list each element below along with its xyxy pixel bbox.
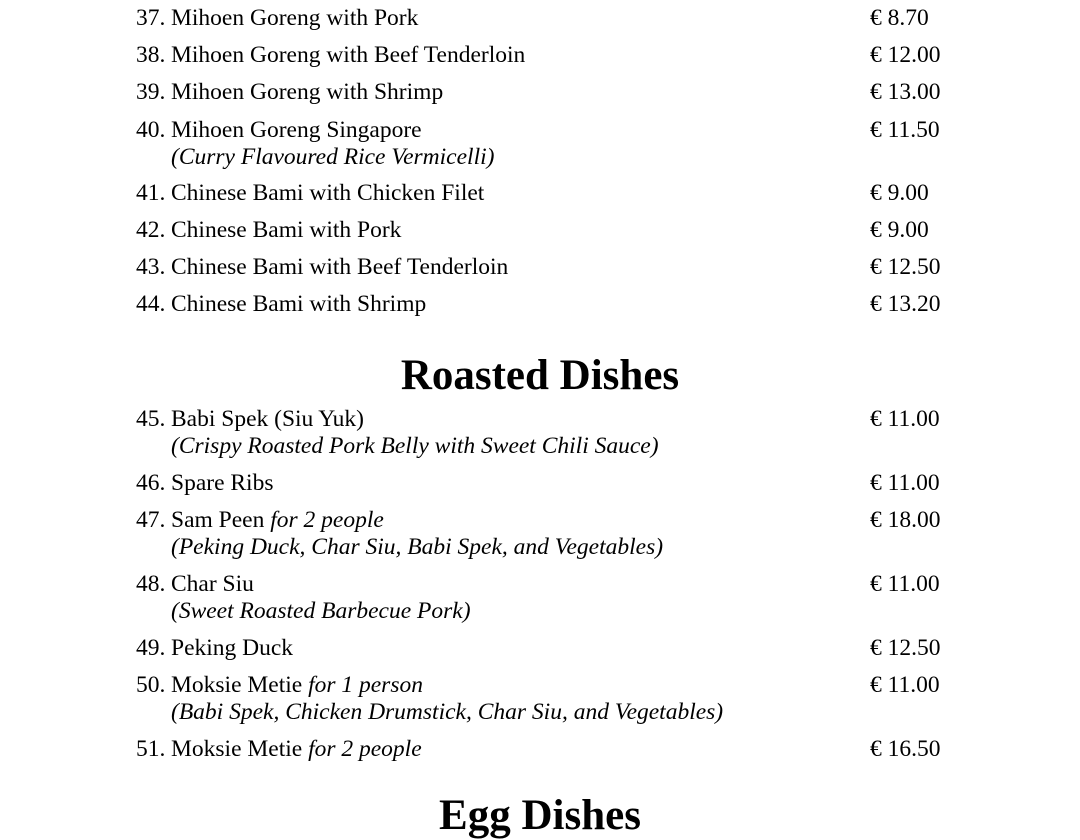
item-number: 51.: [136, 736, 166, 762]
item-number: 44.: [136, 291, 166, 317]
item-price: € 18.00: [870, 507, 941, 533]
item-name: [171, 42, 525, 69]
item-name-text: Char Siu: [171, 571, 254, 597]
section-heading-roasted: Roasted Dishes: [400, 352, 680, 399]
item-name-text: Chinese Bami with Chicken Filet: [171, 180, 485, 206]
item-qualifier: for 1 person: [308, 672, 423, 698]
item-name-text: Sam Peen: [171, 507, 265, 533]
item-price: € 12.50: [870, 635, 941, 661]
item-number: 45.: [136, 406, 166, 432]
item-price: € 8.70: [870, 5, 929, 31]
item-number: 48.: [136, 571, 166, 597]
item-price: € 11.00: [870, 406, 940, 432]
item-price: € 11.00: [870, 672, 940, 698]
item-price: € 11.00: [870, 571, 940, 597]
item-name: [171, 254, 508, 281]
item-number: 42.: [136, 217, 166, 243]
item-name: [171, 117, 422, 144]
item-name-text: Chinese Bami with Beef Tenderloin: [171, 254, 509, 280]
item-qualifier: for 2 people: [308, 736, 422, 762]
item-name: [171, 571, 254, 598]
item-name-text: Chinese Bami with Shrimp: [171, 291, 427, 317]
item-price: € 11.50: [870, 117, 940, 143]
item-price: € 9.00: [870, 180, 929, 206]
item-qualifier: for 2 people: [270, 507, 384, 533]
item-name-text: Babi Spek (Siu Yuk): [171, 406, 365, 432]
item-number: 49.: [136, 635, 166, 661]
item-description: (Crispy Roasted Pork Belly with Sweet Chili Sauce): [171, 433, 659, 459]
item-name: [171, 672, 423, 699]
item-price: € 12.50: [870, 254, 941, 280]
item-number: 40.: [136, 117, 166, 143]
item-name-text: Mihoen Goreng with Beef Tenderloin: [171, 42, 526, 68]
item-name-text: Mihoen Goreng with Pork: [171, 5, 419, 31]
item-name: [171, 79, 443, 106]
item-name-text: Spare Ribs: [171, 470, 274, 496]
item-name: [171, 470, 273, 497]
item-number: 37.: [136, 5, 166, 31]
item-name-text: Moksie Metie: [171, 672, 303, 698]
item-number: 46.: [136, 470, 166, 496]
item-name-text: Peking Duck: [171, 635, 294, 661]
item-number: 38.: [136, 42, 166, 68]
item-price: € 16.50: [870, 736, 941, 762]
item-name: [171, 507, 384, 534]
item-name-text: Mihoen Goreng Singapore: [171, 117, 422, 143]
item-name: [171, 406, 364, 433]
item-name: [171, 736, 422, 763]
item-description: (Curry Flavoured Rice Vermicelli): [171, 144, 495, 170]
item-name-text: Moksie Metie: [171, 736, 303, 762]
item-price: € 13.20: [870, 291, 941, 317]
item-number: 50.: [136, 672, 166, 698]
item-name-text: Chinese Bami with Pork: [171, 217, 402, 243]
item-price: € 13.00: [870, 79, 941, 105]
item-number: 41.: [136, 180, 166, 206]
item-price: € 9.00: [870, 217, 929, 243]
item-name: [171, 180, 484, 207]
item-price: € 11.00: [870, 470, 940, 496]
item-description: (Sweet Roasted Barbecue Pork): [171, 598, 471, 624]
item-number: 47.: [136, 507, 166, 533]
item-name-text: Mihoen Goreng with Shrimp: [171, 79, 444, 105]
item-price: € 12.00: [870, 42, 941, 68]
item-number: 39.: [136, 79, 166, 105]
item-description: (Peking Duck, Char Siu, Babi Spek, and Vegetables): [171, 534, 664, 560]
item-number: 43.: [136, 254, 166, 280]
item-name: [171, 291, 426, 318]
item-name: [171, 635, 293, 662]
item-name: [171, 217, 401, 244]
item-description: (Babi Spek, Chicken Drumstick, Char Siu, and Vegetables): [171, 699, 724, 725]
section-heading-next: Egg Dishes: [439, 792, 641, 839]
item-name: [171, 5, 418, 32]
